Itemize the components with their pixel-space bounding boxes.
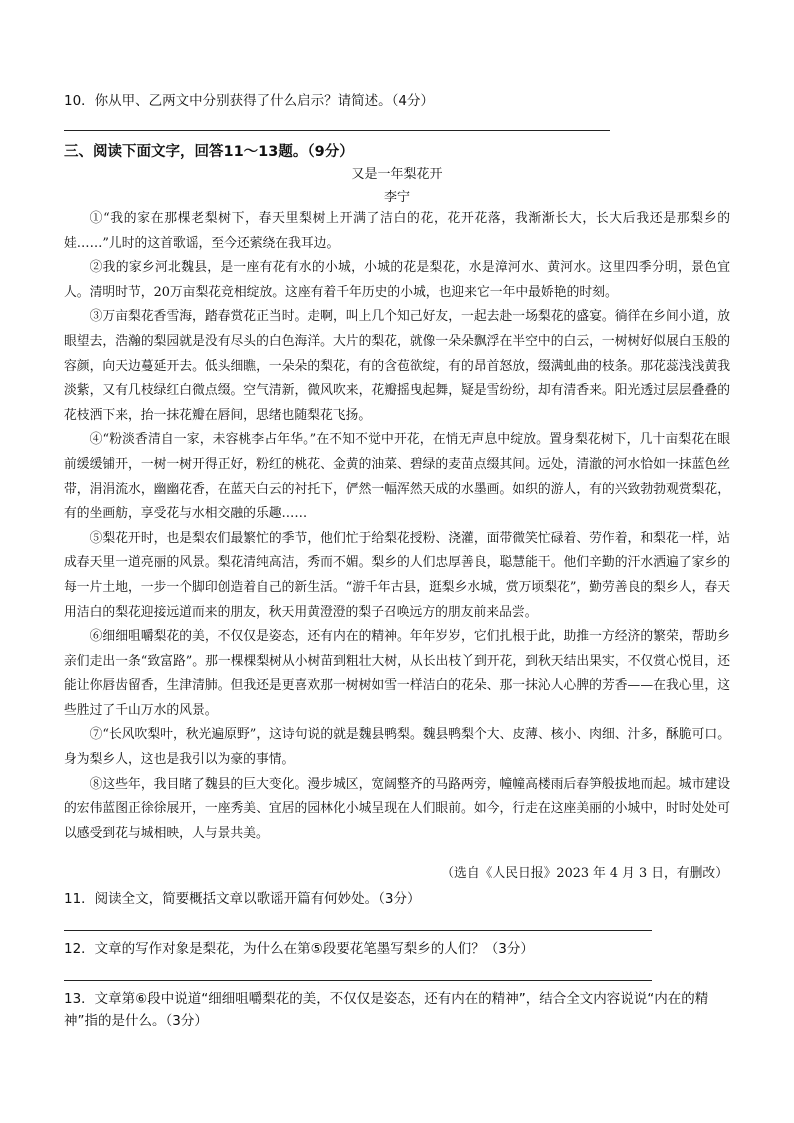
paragraph-7: ⑦“长风吹梨叶，秋光遍原野”，这诗句说的就是魏县鸭梨。魏县鸭梨个大、皮薄、核小、肉细、汁多，酥脆可口。身为梨乡人，这也是我引以为豪的事情。 xyxy=(64,727,730,768)
question-13: 13．文章第⑥段中说道“细细咀嚼梨花的美，不仅仅是姿态，还有内在的精神”，结合全文内容说说“内在的精神”指的是什么。（3分） xyxy=(64,991,709,1029)
answer-line-10 xyxy=(64,130,610,131)
answer-line-11 xyxy=(64,930,652,931)
question-12: 12．文章的写作对象是梨花，为什么在第⑤段要花笔墨写梨乡的人们？（3分） xyxy=(64,941,534,957)
paragraph-8: ⑧这些年，我目睹了魏县的巨大变化。漫步城区，宽阔整齐的马路两旁，幢幢高楼雨后春笋般拔地而起。城市建设的宏伟蓝图正徐徐展开，一座秀美、宜居的园林化小城呈现在人们眼前。如今，行走在这座美丽的小城中，时时处处可以感受到花与城相映，人与景共美。 xyxy=(64,776,730,841)
paragraph-5: ⑤梨花开时，也是梨农们最繁忙的季节，他们忙于给梨花授粉、浇灌，面带微笑忙碌着、劳作着，和梨花一样，站成春天里一道亮丽的风景。梨花清纯高洁，秀而不媚。梨乡的人们忠厚善良，聪慧能干。他们辛勤的汗水洒遍了家乡的每一片土地，一步一个脚印创造着自己的新生活。“游千年古县，逛梨乡水城，赏万顷梨花”，勤劳善良的梨乡人，春天用洁白的梨花迎接远道而来的朋友，秋天用黄澄澄的梨子召唤远方的朋友前来品尝。 xyxy=(64,530,730,620)
paragraph-1: ①“我的家在那棵老梨树下，春天里梨树上开满了洁白的花，花开花落，我渐渐长大，长大后我还是那梨乡的娃……”儿时的这首歌谣，至今还萦绕在我耳边。 xyxy=(64,211,730,251)
article-source: （选自《人民日报》2023 年 4 月 3 日，有删改） xyxy=(441,866,728,881)
question-10: 10．你从甲、乙两文中分别获得了什么启示？请简述。（4分） xyxy=(64,93,435,109)
question-11: 11．阅读全文，简要概括文章以歌谣开篇有何妙处。（3分） xyxy=(64,891,421,907)
paragraph-2: ②我的家乡河北魏县，是一座有花有水的小城，小城的花是梨花，水是漳河水、黄河水。这里四季分明，景色宜人。清明时节，20万亩梨花竞相绽放。这座有着千年历史的小城，也迎来它一年中最娇艳的时刻。 xyxy=(64,260,730,300)
paragraph-4: ④“粉淡香清自一家，未容桃李占年华。”在不知不觉中开花，在悄无声息中绽放。置身梨花树下，几十亩梨花在眼前缓缓铺开，一树一树开得正好，粉红的桃花、金黄的油菜、碧绿的麦苗点缀其间。远处，清澈的河水恰如一抹蓝色丝带，涓涓流水，幽幽花香，在蓝天白云的衬托下，俨然一幅浑然天成的水墨画。如织的游人，有的兴致勃勃观赏梨花，有的坐画舫，享受花与水相交融的乐趣…… xyxy=(64,432,730,522)
section-three-heading: 三、阅读下面文字，回答11～13题。（9分） xyxy=(64,144,354,160)
paragraph-6: ⑥细细咀嚼梨花的美，不仅仅是姿态，还有内在的精神。年年岁岁，它们扎根于此，助推一方经济的繁荣，帮助乡亲们走出一条“致富路”。那一棵棵梨树从小树苗到粗壮大树，从长出枝丫到开花，到秋天结出果实，不仅赏心悦目，还能让你唇齿留香，生津清肺。但我还是更喜欢那一树树如雪一样洁白的花朵、那一抹沁人心脾的芳香——在我心里，这些胜过了千山万水的风景。 xyxy=(64,629,730,718)
article-author: 李宁 xyxy=(383,190,410,205)
article-title: 又是一年梨花开 xyxy=(351,167,443,182)
article-body xyxy=(64,207,730,846)
answer-line-12 xyxy=(64,980,652,981)
paragraph-3: ③万亩梨花香雪海，踏春赏花正当时。走啊，叫上几个知己好友，一起去赴一场梨花的盛宴。徜徉在乡间小道，放眼望去，浩瀚的梨园就是没有尽头的白色海洋。大片的梨花，就像一朵朵飘浮在半空中的白云，一树树好似展白玉般的容颜，向天边蔓延开去。低头细瞧，一朵朵的梨花，有的含苞欲绽，有的昂首怒放，缀满虬曲的枝条。那花蕊浅浅黄我淡紫，又有几枝绿红白微点缀。空气清新，微风吹来，花瓣摇曳起舞，疑是雪纷纷，却有清香来。阳光透过层层叠叠的花枝洒下来，抬一抹花瓣在唇间，思绪也随梨花飞扬。 xyxy=(64,309,730,423)
